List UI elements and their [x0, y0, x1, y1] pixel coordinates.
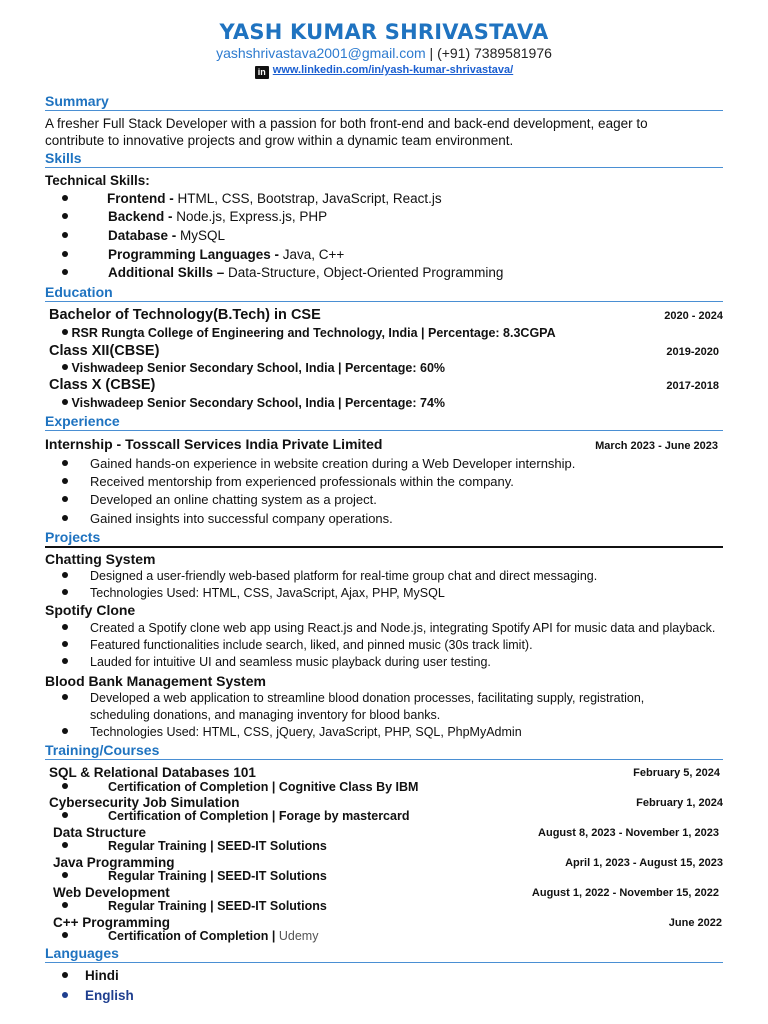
- course-date: August 8, 2023 - November 1, 2023: [538, 827, 719, 839]
- project-bullet: [62, 568, 598, 585]
- bullet-icon: [62, 902, 68, 908]
- bullet-text: Gained hands-on experience in website creation during a Web Developer internship.: [90, 456, 576, 471]
- section-training-heading: Training/Courses: [45, 742, 723, 760]
- language-item: [62, 967, 119, 984]
- education-detail: [62, 395, 445, 412]
- course-detail: [62, 808, 410, 825]
- contact-line: [0, 45, 768, 61]
- course-detail: [62, 868, 327, 885]
- course-title: SQL & Relational Databases 101: [49, 765, 256, 780]
- project-title: Blood Bank Management System: [45, 673, 266, 689]
- education-title: Class XII(CBSE): [49, 343, 160, 359]
- bullet-text: Certification of Completion | Forage by mastercard: [108, 809, 410, 823]
- course-title: Web Development: [53, 885, 170, 900]
- bullet-icon: [62, 624, 68, 630]
- score: Percentage: 60%: [344, 361, 446, 375]
- project-bullet: [62, 620, 716, 637]
- linkedin-icon: in: [255, 66, 269, 79]
- linkedin-link[interactable]: www.linkedin.com/in/yash-kumar-shrivastava/: [272, 64, 514, 76]
- skill-value: Node.js, Express.js, PHP: [176, 209, 328, 224]
- bullet-icon: [62, 572, 68, 578]
- skill-label: Programming Languages -: [108, 247, 283, 262]
- course-date: June 2022: [668, 917, 722, 929]
- bullet-icon: [62, 478, 68, 484]
- course-date: April 1, 2023 - August 15, 2023: [565, 857, 723, 869]
- section-experience-heading: Experience: [45, 413, 723, 431]
- bullet-icon: [62, 515, 68, 521]
- bullet-text: Designed a user-friendly web-based platform for real-time group chat and direct messaging.: [90, 569, 598, 583]
- bullet-icon: [62, 399, 68, 405]
- experience-title: Internship - Tosscall Services India Private Limited: [45, 436, 383, 452]
- skill-label: Frontend -: [107, 191, 178, 206]
- email-link[interactable]: yashshrivastava2001@gmail.com: [216, 45, 426, 61]
- bullet-text: Created a Spotify clone web app using React.js and Node.js, integrating Spotify API for music data and playback.: [90, 621, 716, 635]
- project-bullet: [62, 724, 522, 741]
- education-date: 2017-2018: [666, 380, 719, 392]
- bullet-icon: [62, 195, 68, 201]
- bullet-icon: [62, 992, 68, 998]
- bullet-icon: [62, 496, 68, 502]
- language-name: Hindi: [85, 968, 119, 983]
- project-bullet: [62, 654, 491, 671]
- institution: RSR Rungta College of Engineering and Technology, India |: [71, 326, 429, 340]
- education-title: Bachelor of Technology(B.Tech) in CSE: [49, 307, 321, 323]
- bullet-text: Technologies Used: HTML, CSS, jQuery, JavaScript, PHP, SQL, PhpMyAdmin: [90, 725, 522, 739]
- bullet-icon: [62, 641, 68, 647]
- bullet-icon: [62, 842, 68, 848]
- education-date: 2020 - 2024: [664, 310, 723, 322]
- course-title: Cybersecurity Job Simulation: [49, 795, 240, 810]
- project-bullet: [62, 637, 533, 654]
- education-title: Class X (CBSE): [49, 377, 156, 393]
- bullet-icon: [62, 932, 68, 938]
- bullet-icon: [62, 812, 68, 818]
- bullet-icon: [62, 589, 68, 595]
- bullet-icon: [62, 251, 68, 257]
- experience-bullet: [62, 491, 377, 508]
- bullet-text: Gained insights into successful company operations.: [90, 511, 393, 526]
- project-bullet: [62, 690, 645, 707]
- language-name: English: [85, 988, 134, 1003]
- skill-label: Additional Skills –: [108, 265, 229, 280]
- bullet-icon: [62, 329, 68, 335]
- bullet-text: Featured functionalities include search, liked, and pinned music (30s track limit).: [90, 638, 533, 652]
- skill-label: Database -: [108, 228, 181, 243]
- bullet-text: Received mentorship from experienced professionals within the company.: [90, 474, 514, 489]
- skill-value: Data-Structure, Object-Oriented Programming: [228, 265, 504, 280]
- bullet-icon: [62, 460, 68, 466]
- project-bullet-continuation: scheduling donations, and managing inventory for blood banks.: [90, 708, 441, 722]
- project-title: Chatting System: [45, 551, 156, 567]
- skill-item: [62, 208, 328, 225]
- summary-line-1: A fresher Full Stack Developer with a passion for both front-end and back-end development, eager to: [45, 116, 648, 131]
- skill-label: Backend -: [108, 209, 177, 224]
- skill-item: [62, 190, 442, 207]
- project-bullet: [62, 585, 445, 602]
- contact-separator: |: [425, 45, 438, 61]
- linkedin-row: [0, 64, 768, 79]
- technical-skills-subheading: Technical Skills:: [45, 173, 150, 188]
- bullet-icon: [62, 269, 68, 275]
- bullet-text: Regular Training | SEED-IT Solutions: [108, 899, 327, 913]
- skill-value: MySQL: [180, 228, 226, 243]
- course-detail: [62, 898, 327, 915]
- bullet-text: Developed an online chatting system as a project.: [90, 492, 377, 507]
- experience-bullet: [62, 473, 514, 490]
- provider-name: Udemy: [278, 929, 319, 943]
- experience-date: March 2023 - June 2023: [595, 440, 718, 452]
- bullet-icon: [62, 213, 68, 219]
- phone-number: (+91) 7389581976: [437, 45, 552, 61]
- bullet-text: Regular Training | SEED-IT Solutions: [108, 869, 327, 883]
- bullet-text: Lauded for intuitive UI and seamless music playback during user testing.: [90, 655, 491, 669]
- course-detail: [62, 838, 327, 855]
- skill-value: HTML, CSS, Bootstrap, JavaScript, React.js: [177, 191, 442, 206]
- bullet-text: Technologies Used: HTML, CSS, JavaScript, Ajax, PHP, MySQL: [90, 586, 445, 600]
- bullet-icon: [62, 364, 68, 370]
- summary-line-2: contribute to innovative projects and grow within a dynamic team environment.: [45, 133, 514, 148]
- bullet-icon: [62, 728, 68, 734]
- course-title: Java Programming: [53, 855, 175, 870]
- institution: Vishwadeep Senior Secondary School, India |: [71, 396, 345, 410]
- education-detail: [62, 325, 556, 342]
- experience-bullet: [62, 510, 393, 527]
- institution: Vishwadeep Senior Secondary School, India |: [71, 361, 345, 375]
- language-item: [62, 987, 134, 1004]
- skill-item: [62, 264, 504, 281]
- section-education-heading: Education: [45, 284, 723, 302]
- experience-bullet: [62, 455, 576, 472]
- bullet-text: Certification of Completion | Cognitive Class By IBM: [108, 780, 419, 794]
- bullet-icon: [62, 783, 68, 789]
- bullet-text: Certification of Completion |: [108, 929, 279, 943]
- candidate-name: YASH KUMAR SHRIVASTAVA: [219, 20, 549, 44]
- course-detail: [62, 928, 319, 945]
- course-date: August 1, 2022 - November 15, 2022: [531, 887, 719, 899]
- section-summary-heading: Summary: [45, 93, 723, 111]
- bullet-icon: [62, 872, 68, 878]
- section-skills-heading: Skills: [45, 150, 723, 168]
- course-title: Data Structure: [53, 825, 147, 840]
- skill-value: Java, C++: [282, 247, 345, 262]
- course-title: C++ Programming: [53, 915, 171, 930]
- bullet-text: Developed a web application to streamline blood donation processes, facilitating supply, registration,: [90, 691, 645, 705]
- bullet-text: Regular Training | SEED-IT Solutions: [108, 839, 327, 853]
- bullet-icon: [62, 232, 68, 238]
- education-detail: [62, 360, 445, 377]
- section-languages-heading: Languages: [45, 945, 723, 963]
- skill-item: [62, 227, 226, 244]
- score: Percentage: 74%: [344, 396, 446, 410]
- section-projects-heading: Projects: [45, 529, 723, 548]
- bullet-icon: [62, 972, 68, 978]
- course-date: February 5, 2024: [633, 767, 720, 779]
- skill-item: [62, 246, 345, 263]
- bullet-icon: [62, 658, 68, 664]
- course-date: February 1, 2024: [636, 797, 723, 809]
- bullet-icon: [62, 694, 68, 700]
- score: Percentage: 8.3CGPA: [428, 326, 556, 340]
- project-title: Spotify Clone: [45, 602, 136, 618]
- education-date: 2019-2020: [666, 346, 719, 358]
